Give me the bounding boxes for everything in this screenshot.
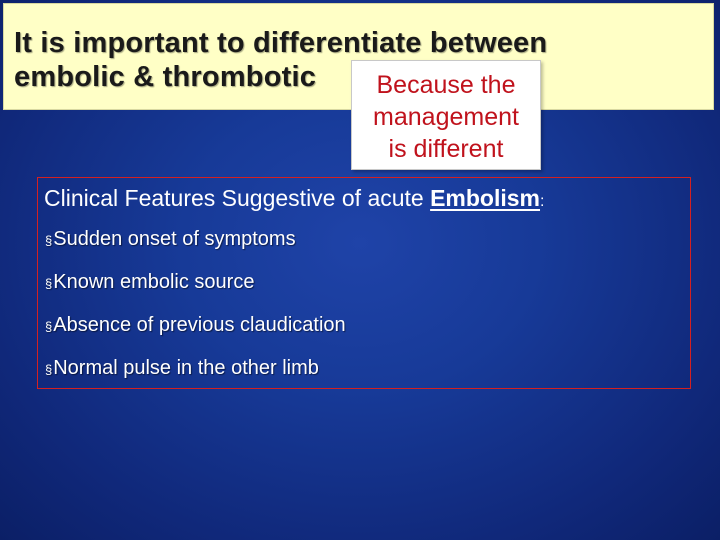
- list-item: [45, 271, 346, 314]
- list-item: [45, 314, 346, 357]
- clinical-features-box: [37, 177, 691, 389]
- section-heading: [44, 182, 544, 218]
- section-heading-prefix: Clinical Features Suggestive of acute: [44, 185, 431, 211]
- list-item-text: Known embolic source: [53, 271, 255, 293]
- list-item-text: Sudden onset of symptoms: [53, 228, 296, 250]
- feature-list: [45, 228, 346, 400]
- list-item: [45, 228, 346, 271]
- bullet-marker-icon: §: [45, 276, 53, 291]
- section-heading-emphasis: Embolism: [430, 185, 541, 211]
- callout-line-1: Because the: [376, 71, 516, 99]
- list-item-text: Normal pulse in the other limb: [53, 357, 319, 379]
- bullet-marker-icon: §: [45, 233, 53, 248]
- slide-title-line-2: embolic & thrombotic: [14, 61, 317, 93]
- list-item-text: Absence of previous claudication: [53, 314, 346, 336]
- slide-title-line-1: It is important to differentiate between: [14, 27, 548, 59]
- list-item: [45, 357, 346, 400]
- bullet-marker-icon: §: [45, 319, 53, 334]
- callout-box: [351, 60, 541, 170]
- section-heading-suffix: :: [540, 193, 545, 210]
- callout-line-3: is different: [388, 135, 504, 163]
- callout-line-2: management: [373, 103, 519, 131]
- bullet-marker-icon: §: [45, 362, 53, 377]
